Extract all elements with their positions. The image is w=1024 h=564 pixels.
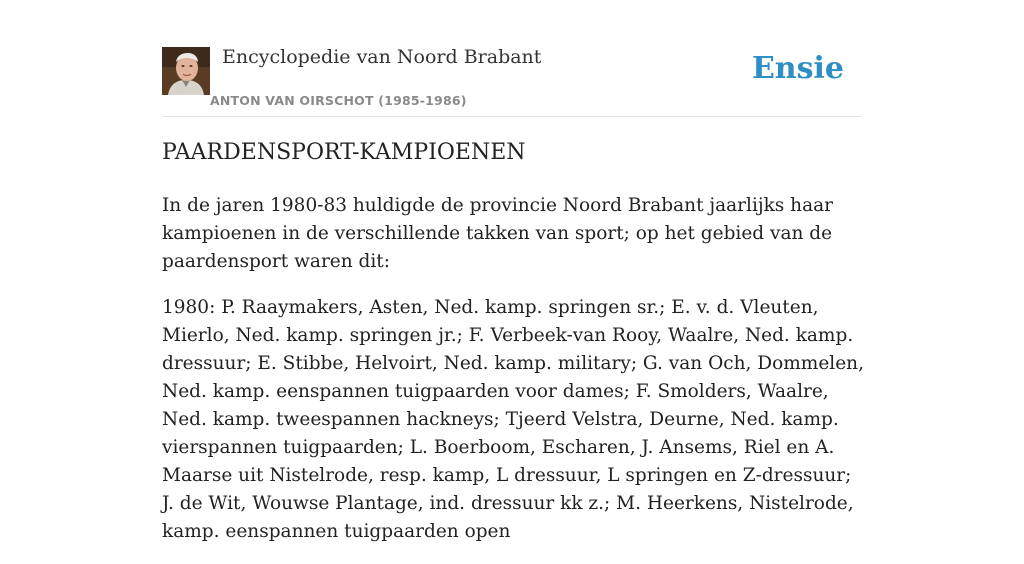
article-title: PAARDENSPORT-KAMPIOENEN <box>162 140 526 165</box>
book-title[interactable]: Encyclopedie van Noord Brabant <box>222 46 542 68</box>
article-paragraph: In de jaren 1980-83 huldigde de provincie Noord Brabant jaarlijks haar kampioenen in de verschillende takken van sport; op het gebied van de paardensport waren dit: <box>162 195 833 272</box>
author-portrait-image <box>162 47 210 95</box>
article-body <box>162 192 866 564</box>
article-paragraph: 1980: P. Raaymakers, Asten, Ned. kamp. springen sr.; E. v. d. Vleuten, Mierlo, Ned. kamp. springen jr.; F. Verbeek-van Rooy, Waalre, Ned. kamp. dressuur; E. Stibbe, Helvoirt, Ned. kamp. military; G. van Och, Dommelen, Ned. kamp. eenspannen tuigpaarden voor dames; F. Smolders, Waalre, Ned. kamp. tweespannen hackneys; Tjeerd Velstra, Deurne, Ned. kamp. vierspannen tuigpaarden; L. Boerboom, Escharen, J. Ansems, Riel en A. Maarse uit Nistelrode, resp. kamp, L dressuur, L springen en Z-dressuur; J. de Wit, Wouwse Plantage, ind. dressuur kk z.; M. Heerkens, Nistelrode, kamp. eenspannen tuigpaarden open <box>162 297 864 542</box>
ensie-logo[interactable]: Ensie <box>751 51 844 86</box>
author-name[interactable]: ANTON VAN OIRSCHOT (1985-1986) <box>210 93 467 108</box>
author-avatar[interactable] <box>162 47 210 95</box>
header <box>162 46 862 117</box>
